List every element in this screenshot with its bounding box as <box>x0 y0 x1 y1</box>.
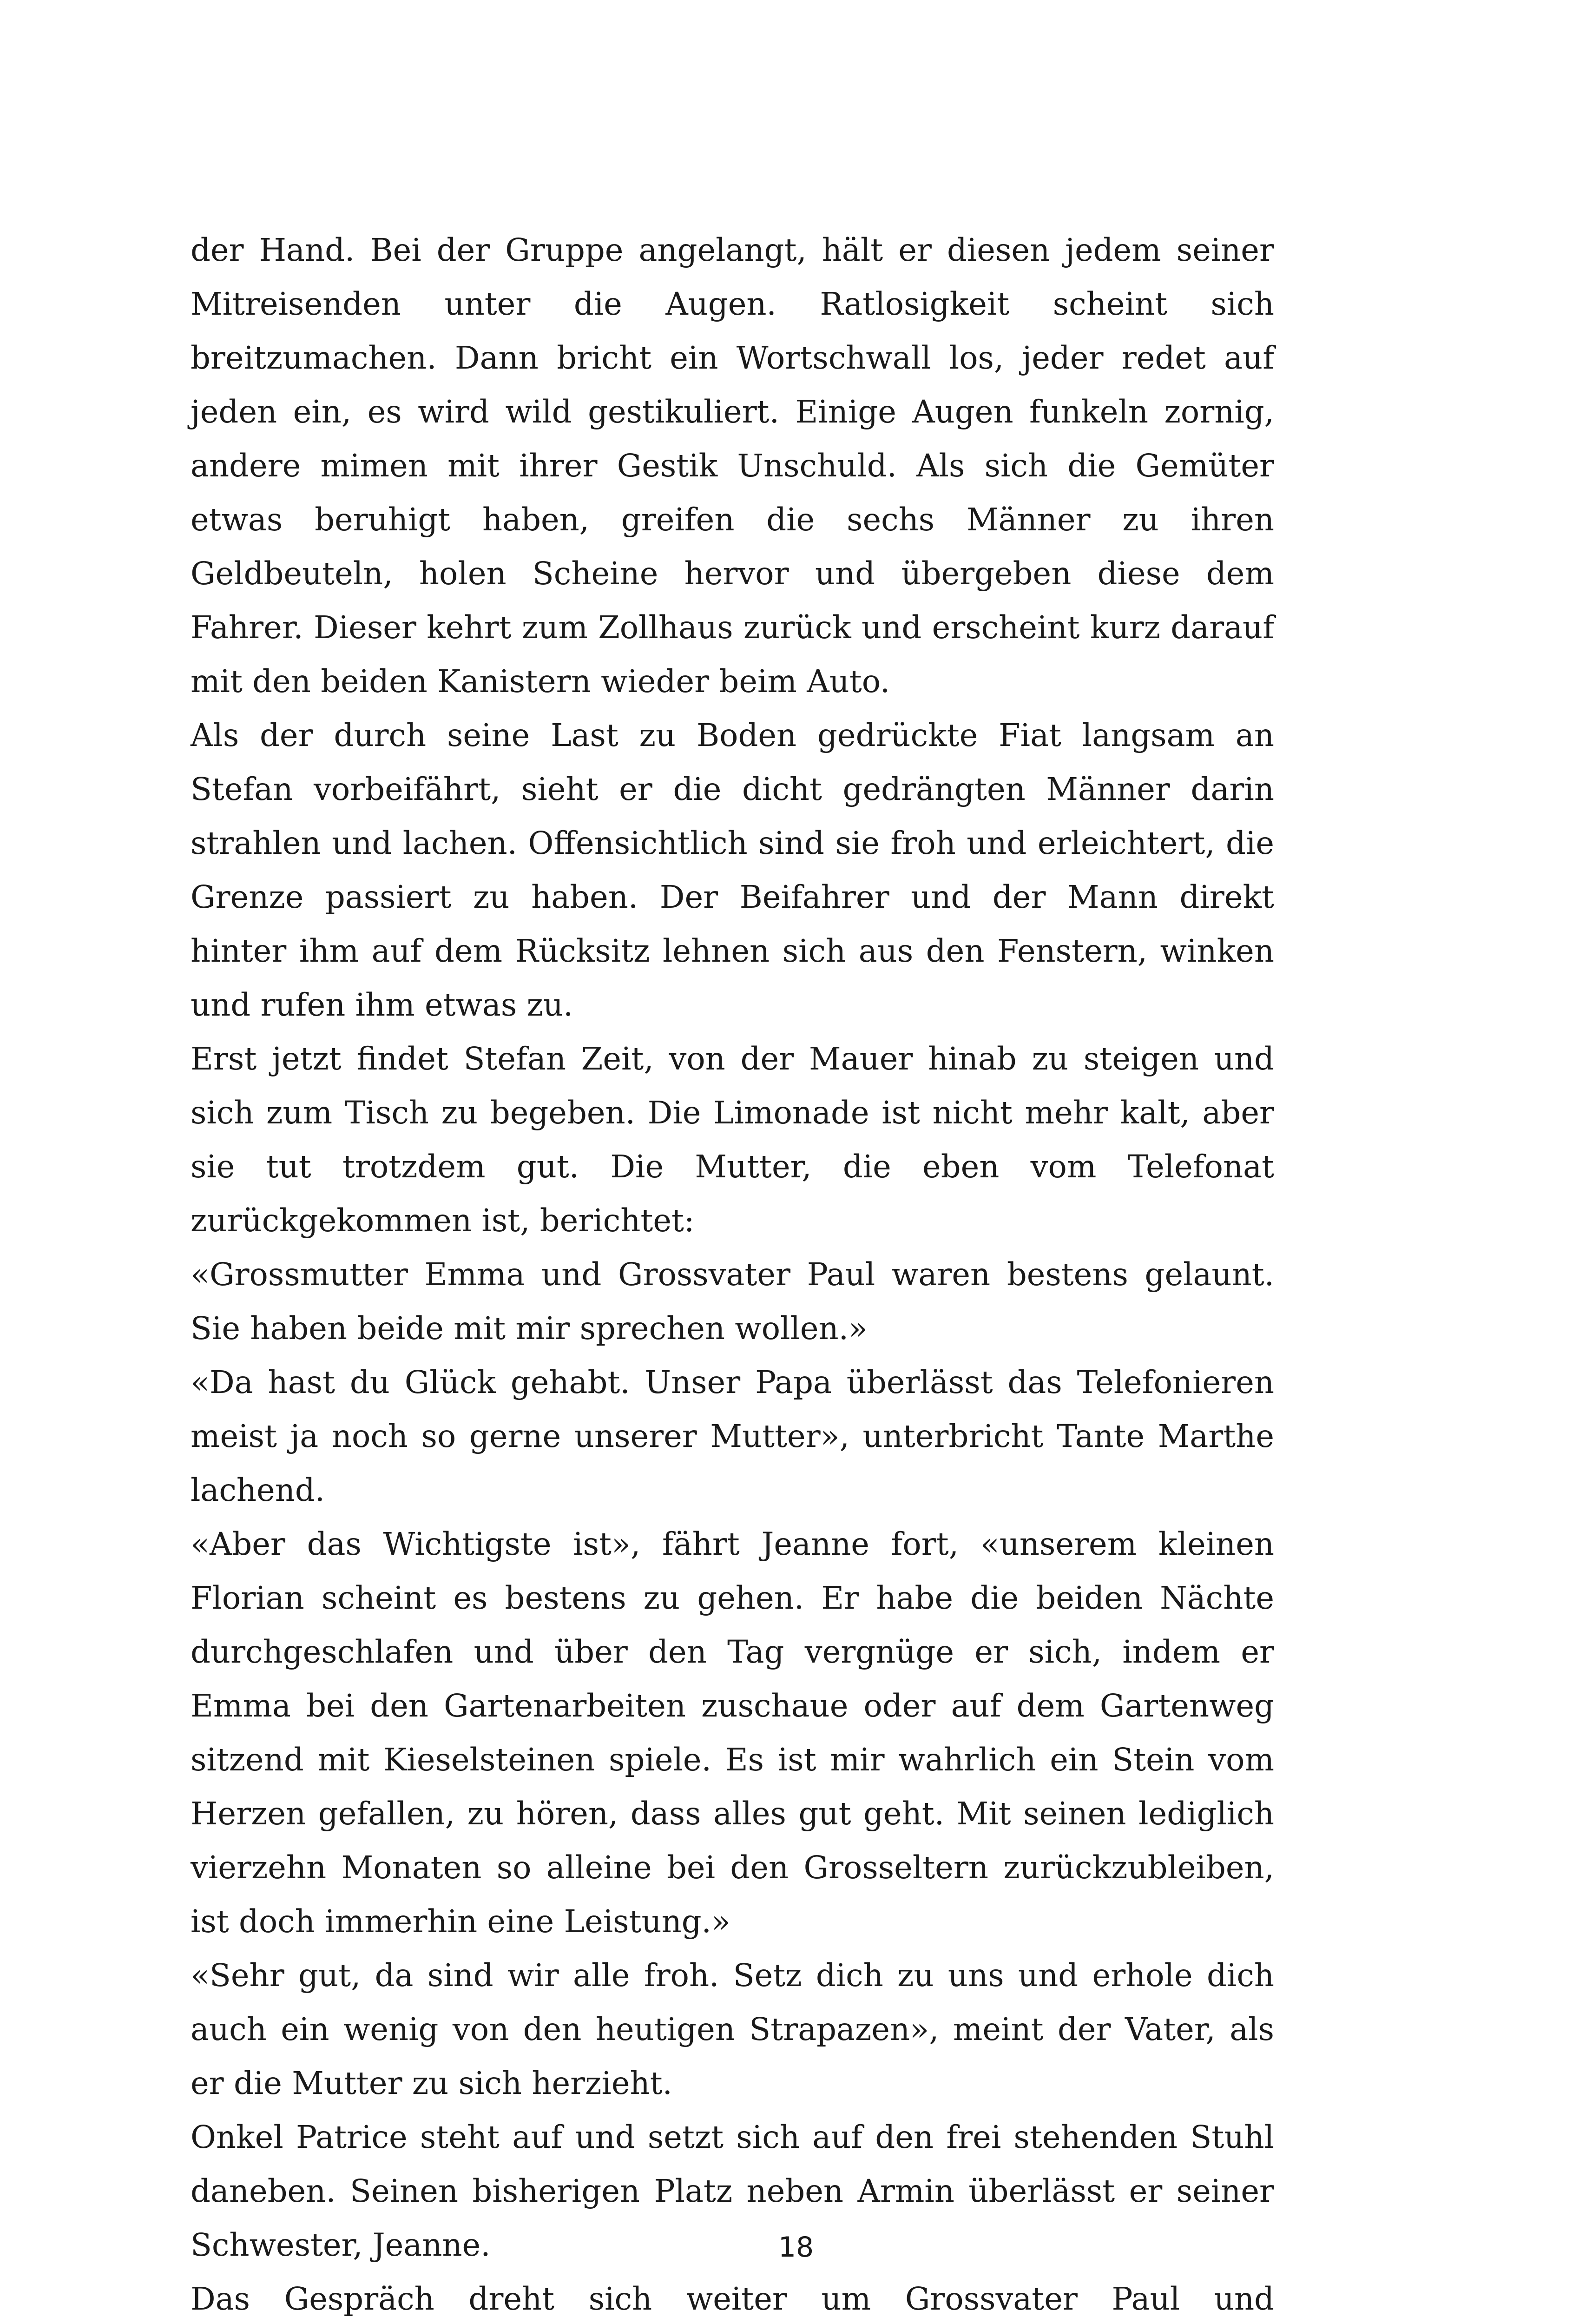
paragraph: Onkel Patrice steht auf und setzt sich auf den frei stehenden Stuhl daneben. Seinen bisherigen Platz neben Armin überlässt er seiner Schwester, Jeanne. <box>191 2119 1274 2263</box>
paragraph: Das Gespräch dreht sich weiter um Grossvater Paul und <box>191 2281 1274 2317</box>
paragraph: der Hand. Bei der Gruppe angelangt, hält er diesen jedem seiner Mitreisenden unter die Augen. Ratlosigkeit scheint sich breitzumachen. Dann bricht ein Wortschwall los, jeder redet auf jeden ein, es wird wild gestikuliert. Einige Augen funkeln zornig, andere mimen mit ihrer Gestik Unschuld. Als sich die Gemüter etwas beruhigt haben, greifen die sechs Männer zu ihren Geldbeuteln, holen Scheine hervor und übergeben diese dem Fahrer. Dieser kehrt zum Zollhaus zurück und erscheint kurz darauf mit den beiden Kanistern wieder beim Auto. <box>191 232 1274 700</box>
body-text <box>191 223 1274 2324</box>
paragraph: «Sehr gut, da sind wir alle froh. Setz dich zu uns und erhole dich auch ein wenig von den heutigen Strapazen», meint der Vater, als er die Mutter zu sich herzieht. <box>191 1957 1274 2101</box>
paragraph: «Grossmutter Emma und Grossvater Paul waren bestens gelaunt. Sie haben beide mit mir sprechen wollen.» <box>191 1256 1274 1347</box>
page-number: 18 <box>778 2231 814 2264</box>
paragraph: «Aber das Wichtigste ist», fährt Jeanne fort, «unserem kleinen Florian scheint es bestens zu gehen. Er habe die beiden Nächte durchgeschlafen und über den Tag vergnüge er sich, indem er Emma bei den Gartenarbeiten zuschaue oder auf dem Gartenweg sitzend mit Kieselsteinen spiele. Es ist mir wahrlich ein Stein vom Herzen gefallen, zu hören, dass alles gut geht. Mit seinen lediglich vierzehn Monaten so alleine bei den Grosseltern zurückzubleiben, ist doch immerhin eine Leistung.» <box>191 1526 1274 1940</box>
paragraph: Als der durch seine Last zu Boden gedrückte Fiat langsam an Stefan vorbeifährt, sieht er die dicht gedrängten Männer darin strahlen und lachen. Offensichtlich sind sie froh und erleichtert, die Grenze passiert zu haben. Der Beifahrer und der Mann direkt hinter ihm auf dem Rücksitz lehnen sich aus den Fenstern, winken und rufen ihm etwas zu. <box>191 717 1274 1023</box>
paragraph: «Da hast du Glück gehabt. Unser Papa überlässt das Telefonieren meist ja noch so gerne unserer Mutter», unterbricht Tante Marthe lachend. <box>191 1364 1274 1508</box>
paragraph: Erst jetzt findet Stefan Zeit, von der Mauer hinab zu steigen und sich zum Tisch zu begeben. Die Limonade ist nicht mehr kalt, aber sie tut trotzdem gut. Die Mutter, die eben vom Telefonat zurückgekommen ist, berichtet: <box>191 1041 1274 1239</box>
